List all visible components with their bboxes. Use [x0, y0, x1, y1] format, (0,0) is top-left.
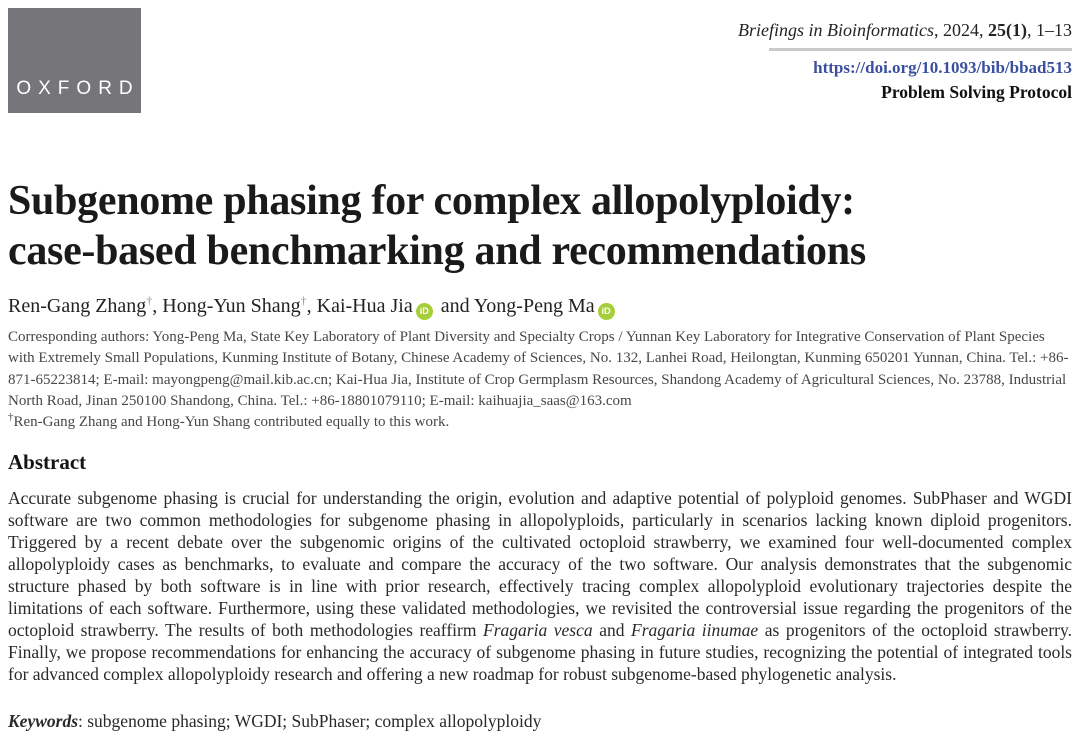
page-title-line1: Subgenome phasing for complex allopolyploidy:	[8, 178, 855, 224]
author-separator: ,	[152, 295, 163, 317]
author-separator: ,	[306, 295, 317, 317]
correspondence-text: Corresponding authors: Yong-Peng Ma, State Key Laboratory of Plant Diversity and Specialty Crops / Yunnan Key Laboratory for Integrative Conservation of Plant Species with Extremely Small Populations, Kunming Institute of Botany, Chinese Academy of Sciences, No. 132, Lanhei Road, Heilongtan, Kunming 650201 Yunnan, China. Tel.: +86-871-65223814; E-mail: mayongpeng@mail.kib.ac.cn; Kai-Hua Jia, Institute of Crop Germplasm Resources, Shandong Academy of Agricultural Sciences, No. 23788, Industrial North Road, Jinan 250100 Shandong, China. Tel.: +86-18801079110; E-mail: kaihuajia_saas@163.com	[8, 329, 1069, 409]
keywords-label: Keywords	[8, 711, 78, 731]
dagger-symbol: †	[300, 293, 307, 308]
equal-contribution-text: Ren-Gang Zhang and Hong-Yun Shang contributed equally to this work.	[13, 414, 450, 431]
oxford-logo-text: OXFORD	[16, 78, 140, 99]
species-name-italic: Fragaria vesca	[483, 620, 593, 640]
author-name: Kai-Hua Jia	[316, 295, 413, 317]
journal-year: , 2024,	[934, 20, 988, 40]
correspondence-block	[8, 327, 1072, 433]
masthead	[738, 20, 1072, 103]
orcid-icon[interactable]: iD	[416, 303, 433, 320]
author-list	[8, 295, 618, 320]
journal-citation	[738, 20, 1072, 41]
doi-link[interactable]: https://doi.org/10.1093/bib/bbad513	[813, 58, 1072, 77]
species-name-italic: Fragaria iinumae	[631, 620, 759, 640]
abstract-heading: Abstract	[8, 450, 87, 474]
oxford-logo	[8, 8, 141, 113]
author-separator: and	[435, 295, 474, 317]
page-title	[8, 176, 1018, 276]
journal-name: Briefings in Bioinformatics	[738, 20, 934, 40]
author-name: Yong-Peng Ma	[473, 295, 595, 317]
masthead-divider	[769, 48, 1072, 51]
journal-volume-issue: 25(1)	[988, 20, 1027, 40]
page-title-line2: case-based benchmarking and recommendations	[8, 228, 866, 274]
dagger-symbol: †	[146, 293, 153, 308]
orcid-icon[interactable]: iD	[598, 303, 615, 320]
keywords-text: : subgenome phasing; WGDI; SubPhaser; complex allopolyploidy	[78, 711, 542, 731]
author-name: Ren-Gang Zhang	[8, 295, 147, 317]
abstract-segment: and	[592, 620, 632, 640]
keywords-line	[8, 711, 541, 732]
abstract-text	[8, 487, 1072, 685]
article-type-label: Problem Solving Protocol	[881, 82, 1072, 102]
author-name: Hong-Yun Shang	[162, 295, 301, 317]
abstract-segment: Accurate subgenome phasing is crucial for understanding the origin, evolution and adaptive potential of polyploid genomes. SubPhaser and WGDI software are two common methodologies for subgenome phasing in allopolyploids, particularly in scenarios lacking known diploid progenitors. Triggered by a recent debate over the subgenomic origins of the cultivated octoploid strawberry, we examined four well-documented complex allopolyploidy cases as benchmarks, to evaluate and compare the accuracy of the two software. Our analysis demonstrates that the subgenomic structure phased by both software is in line with prior research, effectively tracing complex allopolyploid evolutionary trajectories despite the limitations of each software. Furthermore, using these validated methodologies, we revisited the controversial issue regarding the progenitors of the octoploid strawberry. The results of both methodologies reaffirm	[8, 488, 1072, 640]
dagger-symbol: †	[8, 411, 14, 424]
journal-pages: , 1–13	[1027, 20, 1072, 40]
abstract-segment: as progenitors of the octoploid strawberry. Finally, we propose recommendations for enhancing the accuracy of subgenome phasing in future studies, recognizing the potential of integrated tools for advanced complex allopolyploidy research and offering a new roadmap for robust subgenome-based phylogenetic analysis.	[8, 620, 1072, 684]
equal-contribution-note	[8, 412, 1072, 433]
